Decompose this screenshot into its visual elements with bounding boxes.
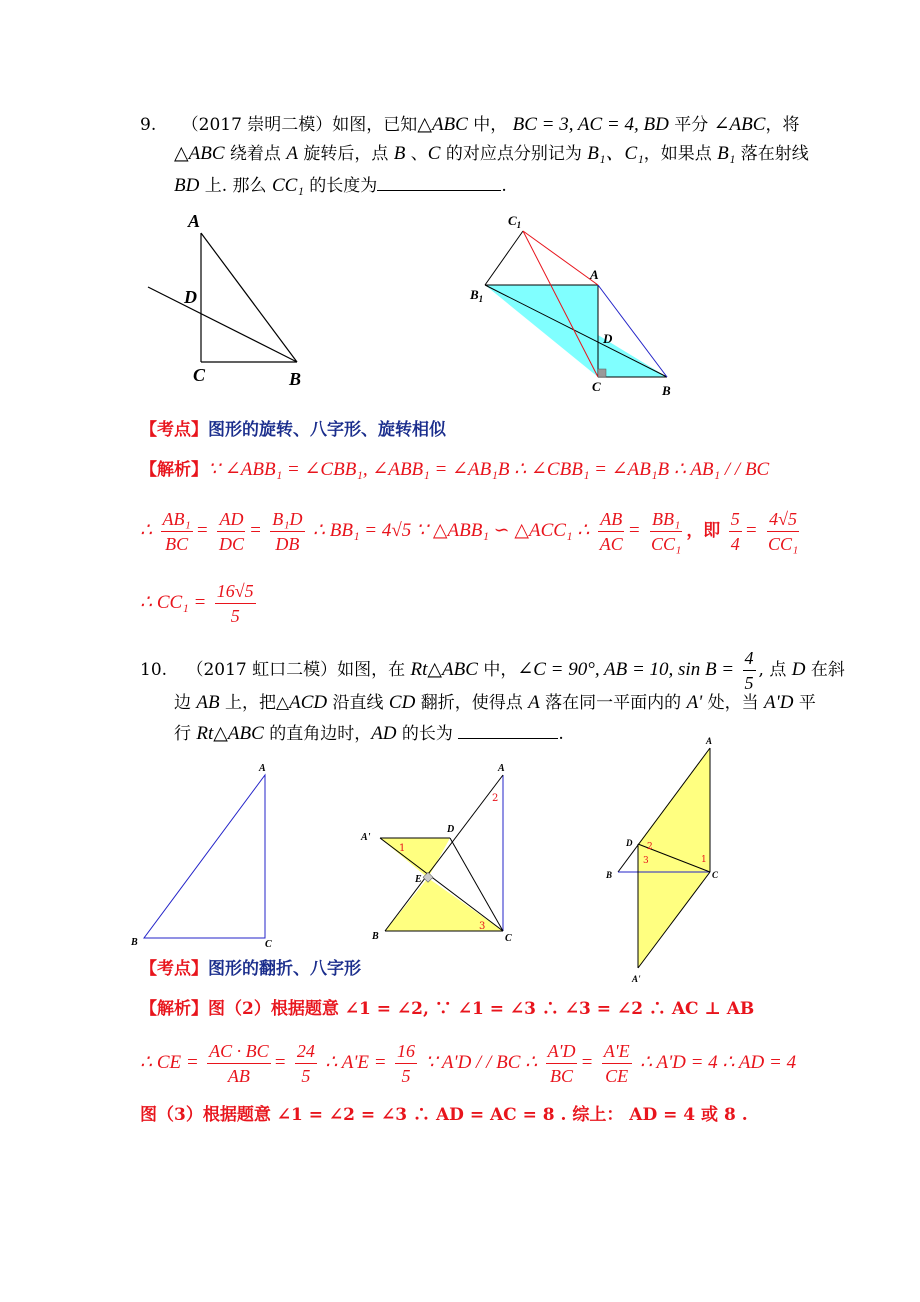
jiexi-text: ∵ ∠ABB₁ = ∠CBB₁, ∠ABB₁ = ∠AB₁B ∴ ∠CBB₁ = ∠AB₁B ∴ AB₁ / / BC: [208, 459, 770, 480]
text: ∴ BB₁ = 4√5 ∵ △ABB₁ ∽ △ACC₁ ∴: [312, 520, 590, 541]
math: Rt△ABC: [410, 659, 478, 680]
label-b: B: [289, 369, 302, 389]
text: ，如果点: [643, 144, 718, 164]
line-b1c1: [485, 231, 523, 285]
text: ∴ A'E =: [325, 1052, 387, 1073]
text: 旋转后，点: [297, 144, 394, 164]
angle-label-3: 3: [479, 921, 486, 932]
math: B₁: [717, 143, 736, 164]
right-angle-mark: [598, 369, 606, 377]
fraction: $\frac{A'D}{BC}$: [547, 1041, 576, 1086]
problem-9-line-3: [174, 172, 507, 198]
text: 的对应点分别记为: [440, 144, 588, 164]
kaodian-label: 【考点】: [140, 959, 208, 979]
text: 上. 那么: [199, 176, 272, 196]
figure-10-2: [355, 755, 525, 950]
math: A: [286, 143, 298, 164]
label-c: C: [592, 379, 601, 394]
fraction: $\frac{\text{B₁D}}{DB}$: [272, 509, 303, 554]
math: D: [791, 659, 806, 680]
label-b: B: [372, 931, 379, 942]
label-d: D: [626, 838, 633, 848]
fraction: $\frac{AD}{DC}$: [218, 509, 244, 554]
text: ∵ A'D / / BC ∴: [425, 1052, 538, 1073]
text: 的长度为: [303, 176, 378, 196]
fraction: $\frac{16√5}{5}$: [216, 581, 254, 626]
fraction-sin: $\frac{4}{5}$: [744, 648, 754, 693]
text: 绕着点: [224, 144, 287, 164]
text: ∴ A'D = 4 ∴ AD = 4: [639, 1052, 797, 1073]
figure-10-3: [600, 732, 730, 987]
label-a-prime: A': [361, 832, 371, 843]
math-given: BC = 3, AC = 4, BD: [512, 114, 669, 135]
figure-9-right: [460, 205, 690, 400]
label-c: C: [265, 939, 272, 950]
label-b1: $B_1$: [470, 287, 484, 304]
jiexi-9-line-3: [140, 575, 259, 631]
jiexi-9-line-1: [140, 458, 769, 482]
jiexi-text: 图（3）根据题意 ∠1 = ∠2 = ∠3 ∴ AD = AC = 8 . 综上： AD = 4 或 8 .: [140, 1105, 748, 1125]
text: ，即: [686, 521, 721, 541]
therefore: ∴: [140, 520, 153, 541]
jiexi-9-line-2: ∴ $\frac{\text{AB₁}}{BC}$ = $\frac{AD}{DC}$ = $\frac{\text{B₁D}}{DB}$ ∴ BB₁ = 4√5 ∵ △ABB₁ ∽ △ACC₁ ∴ $\frac{AB}{AC}$ = $\frac{\text{BB₁}}{\text{CC₁}}$ ，即 $\frac{5}{4}$ = $\frac{4√5}{\text{CC₁}}$: [140, 509, 799, 554]
math: ABC: [188, 143, 225, 164]
kaodian-9: [140, 418, 446, 442]
problem-10-line-3: 行 Rt△ABC 的直角边时，AD 的长为 .: [174, 720, 564, 746]
answer-blank[interactable]: [377, 172, 501, 191]
fraction: $\frac{16}{5}$: [397, 1041, 416, 1086]
text: 中，: [467, 115, 508, 135]
fraction: $\frac{A'E}{CE}$: [603, 1041, 630, 1086]
problem-number: 9.: [140, 115, 157, 135]
kaodian-text: 图形的旋转、八字形、旋转相似: [208, 420, 446, 440]
label-e: E: [415, 874, 422, 885]
triangle-symbol: △: [174, 143, 189, 164]
math: ∠C = 90°, AB = 10, sin B =: [517, 659, 735, 680]
label-b: B: [662, 383, 671, 398]
label-d: D: [603, 331, 613, 346]
math: B: [393, 143, 406, 164]
answer-blank[interactable]: [458, 720, 558, 739]
jiexi-label: 【解析】: [140, 999, 208, 1019]
jiexi-label: 【解析】: [140, 460, 208, 480]
text: 、: [405, 144, 428, 164]
text: 在斜: [805, 660, 845, 680]
text: ∴ CC₁ =: [140, 592, 207, 613]
fraction: $\frac{24}{5}$: [296, 1041, 315, 1086]
label-a: A: [259, 763, 266, 774]
kaodian-label: 【考点】: [140, 420, 208, 440]
fraction: $\frac{AB}{AC}$: [599, 509, 623, 554]
text: .: [501, 176, 507, 196]
angle-label-1: 1: [399, 843, 406, 854]
triangle-symbol: △: [417, 114, 432, 135]
text: 平分: [668, 115, 714, 135]
ray-bd: [148, 287, 297, 362]
jiexi-10-line-1: [140, 997, 754, 1021]
problem-source: （2017 崇明二模）如图，已知: [181, 115, 418, 135]
text: （2017 虹口二模）如图，在: [186, 660, 411, 680]
problem-10-line-1: [140, 642, 845, 698]
label-c1: $C_1$: [508, 213, 522, 230]
line-c1a: [523, 231, 598, 285]
math: C: [427, 143, 441, 164]
math-angle: ∠ABC: [713, 114, 766, 135]
text: 落在射线: [735, 144, 809, 164]
math: BD: [174, 175, 200, 196]
problem-number: 10.: [140, 660, 168, 680]
fraction: $\frac{\text{AB₁}}{BC}$: [162, 509, 191, 554]
angle-label-2: 2: [647, 842, 653, 852]
label-c: C: [193, 365, 206, 385]
problem-9-line-1: [140, 113, 799, 137]
text: , 点: [758, 660, 792, 680]
cyan-region-1: [485, 285, 598, 377]
problem-9-line-2: [174, 142, 809, 166]
problem-10-line-2: 边 AB 上，把△ACD 沿直线 CD 翻折，使得点 A 落在同一平面内的 A' 处，当 A'D 平: [174, 692, 816, 713]
text: ，将: [765, 115, 800, 135]
fraction: $\frac{4√5}{\text{CC₁}}$: [767, 509, 799, 554]
text: 中，: [477, 660, 518, 680]
jiexi-text: 图（2）根据题意 ∠1 = ∠2, ∵ ∠1 = ∠3 ∴ ∠3 = ∠2 ∴ AC ⊥ AB: [208, 999, 755, 1019]
angle-label-3: 3: [643, 856, 649, 866]
label-a-prime: A': [632, 974, 641, 984]
angle-label-2: 2: [492, 793, 499, 804]
label-a: A: [706, 736, 713, 746]
label-a: A: [590, 267, 599, 282]
label-c: C: [712, 870, 719, 880]
text: ∴ CE =: [140, 1052, 199, 1073]
kaodian-10: [140, 957, 361, 981]
yellow-triangle-top: [380, 838, 450, 878]
segment-ab: [201, 233, 297, 362]
jiexi-10-line-3: [140, 1103, 748, 1127]
kaodian-text: 图形的翻折、八字形: [208, 959, 361, 979]
label-d: D: [447, 824, 455, 835]
triangle-abc: [144, 775, 265, 938]
math: B₁、C₁: [587, 143, 644, 164]
label-a: A: [188, 211, 201, 231]
math: CC₁: [271, 175, 304, 196]
angle-label-1: 1: [701, 855, 707, 865]
jiexi-10-line-2: ∴ CE = $\frac{AC \cdot BC}{AB}$ = $\frac{24}{5}$ ∴ A'E = $\frac{16}{5}$ ∵ A'D / / BC ∴ $\frac{A'D}{BC}$ = $\frac{A'E}{CE}$ ∴ A'D = 4 ∴ AD = 4: [140, 1041, 797, 1086]
label-c: C: [505, 933, 512, 944]
math-abc: ABC: [431, 114, 468, 135]
fraction: $\frac{\text{BB₁}}{\text{CC₁}}$: [651, 509, 682, 554]
fraction: $\frac{5}{4}$: [730, 509, 740, 554]
label-b: B: [131, 937, 138, 948]
label-b: B: [606, 870, 613, 880]
figure-10-1: [125, 755, 285, 955]
label-d: D: [184, 287, 197, 307]
fraction: $\frac{AC \cdot BC}{AB}$: [209, 1041, 269, 1086]
label-a: A: [498, 763, 505, 774]
figure-9-left: [140, 205, 320, 390]
